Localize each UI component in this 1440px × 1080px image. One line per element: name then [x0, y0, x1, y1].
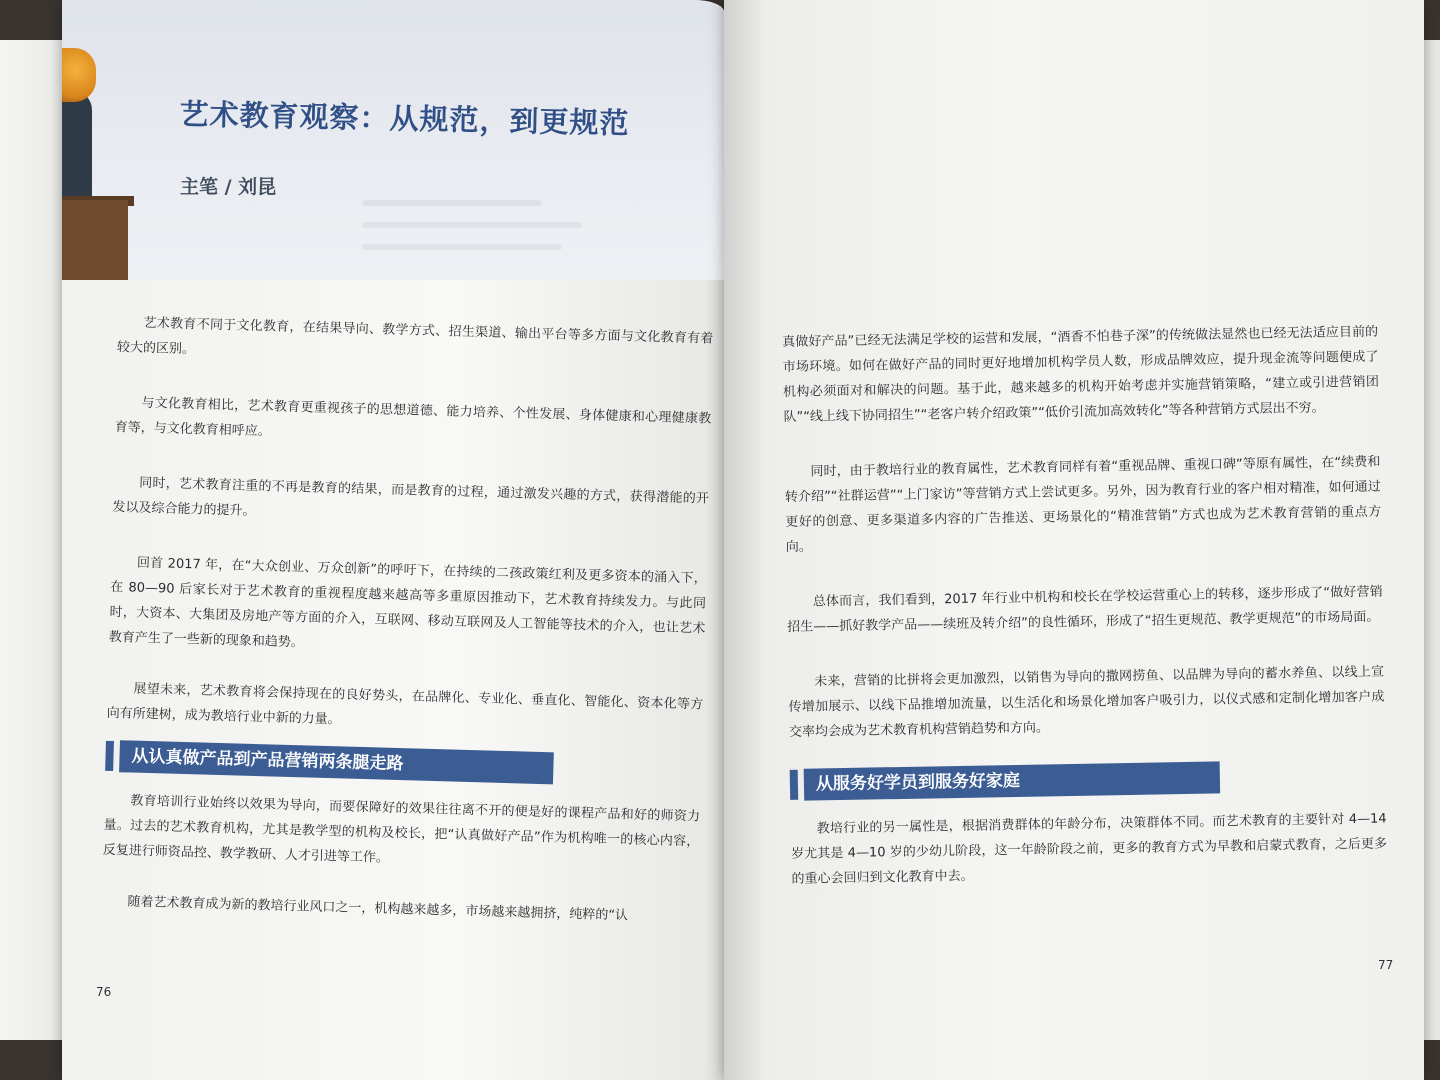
left-page	[62, 0, 724, 1080]
paragraph: 展望未来，艺术教育将会保持现在的良好势头，在品牌化、专业化、垂直化、智能化、资本化等方向有所建树，成为教培行业中新的力量。	[106, 681, 704, 728]
paragraph: 教育培训行业始终以效果为导向，而要保障好的效果往往离不开的便是好的课程产品和好的师资力量。过去的艺术教育机构，尤其是教学型的机构及校长，把“认真做好产品”作为机构唯一的核心内容，反复进行师资品控、教学教研、人才引进等工作。	[102, 793, 701, 866]
left-body-text	[101, 310, 714, 930]
paragraph: 真做好产品”已经无法满足学校的运营和发展，“酒香不怕巷子深”的传统做法显然也已经无法适应目前的市场环境。如何在做好产品的同时更好地增加机构学员人数，形成品牌效应，提升现金流等问题便成了机构必须面对和解决的问题。基于此，越来越多的机构开始考虑并实施营销策略，“建立或引进营销团队”“线上线下协同招生”“老客户转介绍政策”“低价引流加高效转化”等各种营销方式层出不穷。	[782, 324, 1380, 425]
section-accent-bar	[790, 770, 799, 800]
section-heading: 从服务好学员到服务好家庭	[804, 761, 1220, 800]
paragraph: 回首 2017 年，在“大众创业、万众创新”的呼吁下，在持续的二孩政策红利及更多资本的涌入下，在 80—90 后家长对于艺术教育的重视程度越来越高等多重原因推动下，艺术教育持续发力。与此同时，大资本、大集团及房地产等方面的介入，互联网、移动互联网及人工智能等技术的介入，也让艺术教育产生了一些新的现象和趋势。	[108, 555, 707, 651]
section-accent-bar	[105, 741, 114, 771]
show-through-text	[362, 222, 582, 228]
section-heading-block	[105, 740, 702, 789]
section-heading-block	[790, 759, 1386, 801]
show-through-text	[362, 200, 542, 206]
paragraph: 与文化教育相比，艺术教育更重视孩子的思想道德、能力培养、个性发展、身体健康和心理健康教育等，与文化教育相呼应。	[114, 395, 712, 440]
flower-pot-illustration	[62, 200, 128, 280]
adjacent-book-edge	[0, 40, 70, 1040]
article-author: 主笔 / 刘昆	[180, 176, 277, 198]
paragraph: 同时，艺术教育注重的不再是教育的结果，而是教育的过程，通过激发兴趣的方式，获得潜能的开发以及综合能力的提升。	[112, 475, 710, 519]
flower-illustration	[62, 48, 96, 102]
page-number: 77	[1378, 958, 1394, 972]
show-through-text	[362, 244, 562, 250]
paragraph: 教培行业的另一属性是，根据消费群体的年龄分布，决策群体不同。而艺术教育的主要针对 4—14 岁尤其是 4—10 岁的少幼儿阶段，这一年龄阶段之前，更多的教育方式为早教和启蒙式教育，之后更多的重心会回归到文化教育中去。	[791, 811, 1388, 887]
article-title: 艺术教育观察：从规范，到更规范	[179, 96, 630, 141]
paragraph: 未来，营销的比拼将会更加激烈，以销售为导向的撒网捞鱼、以品牌为导向的蓄水养鱼、以线上宣传增加展示、以线下品推增加流量，以生活化和场景化增加客户吸引力，以仪式感和定制化增加客户成交率均会成为艺术教育机构营销趋势和方向。	[788, 664, 1385, 740]
paragraph: 同时，由于教培行业的教育属性，艺术教育同样有着“重视品牌、重视口碑”等原有属性，在“续费和转介绍”“社群运营”“上门家访”等营销方式上尝试更多。另外，因为教育行业的客户相对精准，如何通过更好的创意、更多渠道多内容的广告推送、更场景化的“精准营销”方式也成为艺术教育营销的重点方向。	[784, 454, 1382, 555]
plant-illustration	[62, 90, 92, 200]
paragraph: 总体而言，我们看到，2017 年行业中机构和校长在学校运营重心上的转移，逐步形成了“做好营销招生——抓好教学产品——续班及转介绍”的良性循环，形成了“招生更规范、教学更规范”的市场局面。	[787, 584, 1383, 635]
page-number: 76	[96, 985, 112, 999]
right-body-text	[782, 320, 1388, 892]
right-page	[724, 0, 1424, 1080]
section-heading: 从认真做产品到产品营销两条腿走路	[119, 740, 554, 784]
paragraph: 艺术教育不同于文化教育，在结果导向、教学方式、招生渠道、输出平台等多方面与文化教育有着较大的区别。	[116, 315, 714, 358]
paragraph: 随着艺术教育成为新的教培行业风口之一，机构越来越多，市场越来越拥挤，纯粹的“认	[127, 894, 629, 924]
